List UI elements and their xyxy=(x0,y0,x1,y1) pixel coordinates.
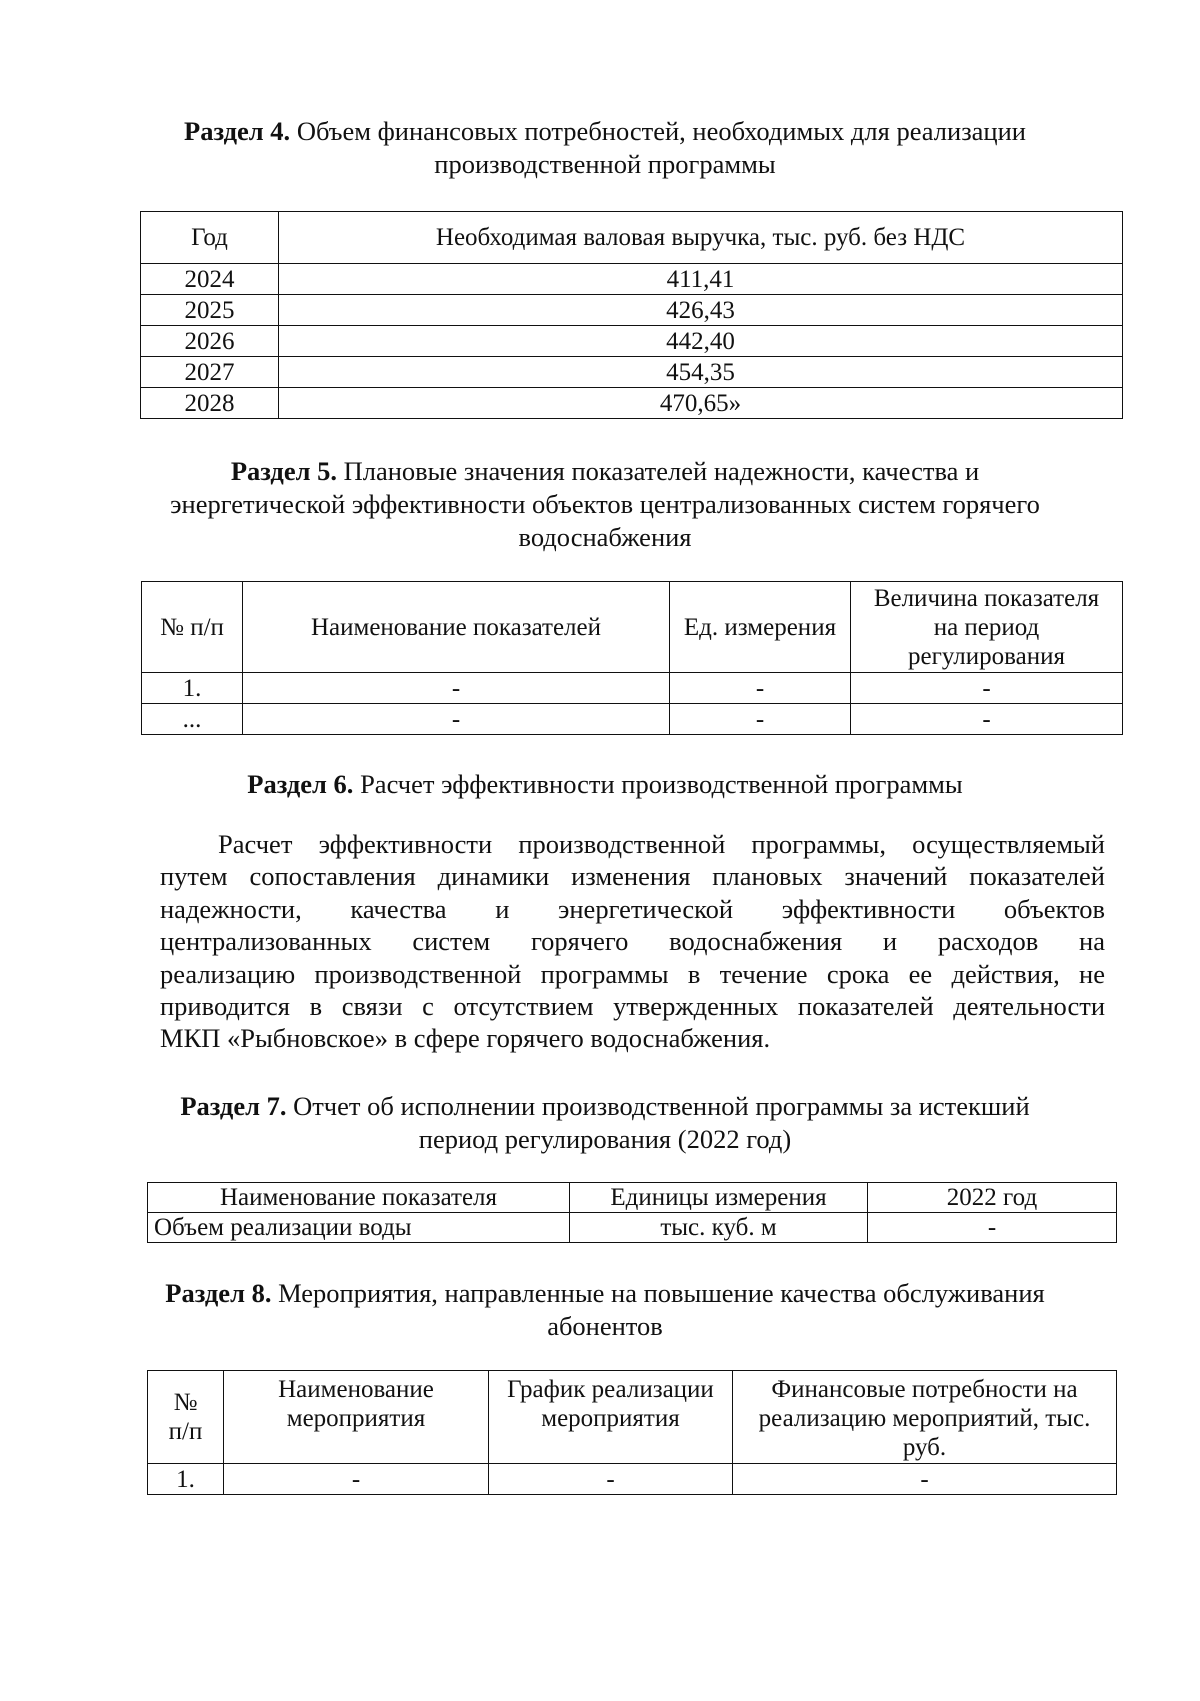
section6-label: Раздел 6. xyxy=(247,769,354,799)
section5-cell: - xyxy=(243,704,670,735)
section4-title-line2: производственной программы xyxy=(434,149,776,179)
section6-paragraph xyxy=(160,828,1105,1055)
section8-cell: 1. xyxy=(148,1464,224,1495)
section4-year-cell: 2024 xyxy=(141,264,279,295)
section8-header-finance: Финансовые потребности на реализацию мероприятий, тыс. руб. xyxy=(733,1371,1117,1464)
section7-table xyxy=(147,1182,1117,1243)
paragraph-line: централизованных систем горячего водоснабжения и расходов на xyxy=(160,926,1105,957)
section4-value-cell: 411,41 xyxy=(279,264,1123,295)
section5-title-line1: Плановые значения показателей надежности, качества и xyxy=(343,456,980,486)
section4-label: Раздел 4. xyxy=(184,116,291,146)
section4-title-line1: Объем финансовых потребностей, необходимых для реализации xyxy=(296,116,1026,146)
section5-cell: ... xyxy=(142,704,243,735)
section8-cell: - xyxy=(733,1464,1117,1495)
section5-header-number: № п/п xyxy=(142,582,243,673)
section8-title-line1: Мероприятия, направленные на повышение качества обслуживания xyxy=(278,1278,1045,1308)
section5-cell: - xyxy=(851,704,1123,735)
section7-title-line1: Отчет об исполнении производственной программы за истекший xyxy=(293,1091,1030,1121)
paragraph-line: МКП «Рыбновское» в сфере горячего водоснабжения. xyxy=(160,1023,771,1054)
section5-title-line2: энергетической эффективности объектов централизованных систем горячего xyxy=(170,489,1040,519)
paragraph-line: путем сопоставления динамики изменения плановых значений показателей xyxy=(160,861,1105,892)
section8-header-schedule: График реализации мероприятия xyxy=(489,1371,733,1464)
section4-value-cell: 454,35 xyxy=(279,357,1123,388)
section4-year-cell: 2026 xyxy=(141,326,279,357)
section4-value-cell: 470,65» xyxy=(279,388,1123,419)
section5-header-value: Величина показателя на период регулирования xyxy=(851,582,1123,673)
section4-header-year: Год xyxy=(141,212,279,264)
section7-title xyxy=(130,1090,1080,1156)
section5-title-line3: водоснабжения xyxy=(518,522,692,552)
paragraph-line: надежности, качества и энергетической эффективности объектов xyxy=(160,893,1105,924)
section5-label: Раздел 5. xyxy=(230,456,337,486)
section7-label: Раздел 7. xyxy=(180,1091,287,1121)
section5-cell: - xyxy=(670,673,851,704)
section8-header-number: № п/п xyxy=(148,1371,224,1464)
section8-title xyxy=(130,1277,1080,1343)
section5-cell: - xyxy=(670,704,851,735)
section8-table xyxy=(147,1370,1117,1495)
section7-title-line2: период регулирования (2022 год) xyxy=(418,1124,792,1154)
section8-cell: - xyxy=(489,1464,733,1495)
section5-table xyxy=(141,581,1123,735)
section5-header-unit: Ед. измерения xyxy=(670,582,851,673)
section8-label: Раздел 8. xyxy=(165,1278,272,1308)
section4-header-revenue: Необходимая валовая выручка, тыс. руб. без НДС xyxy=(279,212,1123,264)
section5-cell: - xyxy=(851,673,1123,704)
section4-value-cell: 442,40 xyxy=(279,326,1123,357)
section7-header-unit: Единицы измерения xyxy=(570,1183,868,1213)
section7-cell: Объем реализации воды xyxy=(148,1213,570,1243)
section6-title-text: Расчет эффективности производственной программы xyxy=(360,769,963,799)
section6-title xyxy=(130,768,1080,801)
section4-year-cell: 2028 xyxy=(141,388,279,419)
section4-year-cell: 2027 xyxy=(141,357,279,388)
section7-cell: - xyxy=(868,1213,1117,1243)
section5-cell: - xyxy=(243,673,670,704)
section4-value-cell: 426,43 xyxy=(279,295,1123,326)
section5-cell: 1. xyxy=(142,673,243,704)
section4-year-cell: 2025 xyxy=(141,295,279,326)
section8-title-line2: абонентов xyxy=(547,1311,663,1341)
paragraph-line: реализацию производственной программы в течение срока ее действия, не xyxy=(160,958,1105,989)
section4-title xyxy=(130,115,1080,181)
section7-header-name: Наименование показателя xyxy=(148,1183,570,1213)
paragraph-line: Расчет эффективности производственной программы, осуществляемый xyxy=(218,829,1105,859)
section4-table xyxy=(140,211,1123,419)
section5-title xyxy=(120,455,1090,554)
paragraph-line: приводится в связи с отсутствием утвержденных показателей деятельности xyxy=(160,991,1105,1022)
section5-header-name: Наименование показателей xyxy=(243,582,670,673)
section7-cell: тыс. куб. м xyxy=(570,1213,868,1243)
section8-header-name: Наименование мероприятия xyxy=(224,1371,489,1464)
section8-cell: - xyxy=(224,1464,489,1495)
section7-header-year: 2022 год xyxy=(868,1183,1117,1213)
